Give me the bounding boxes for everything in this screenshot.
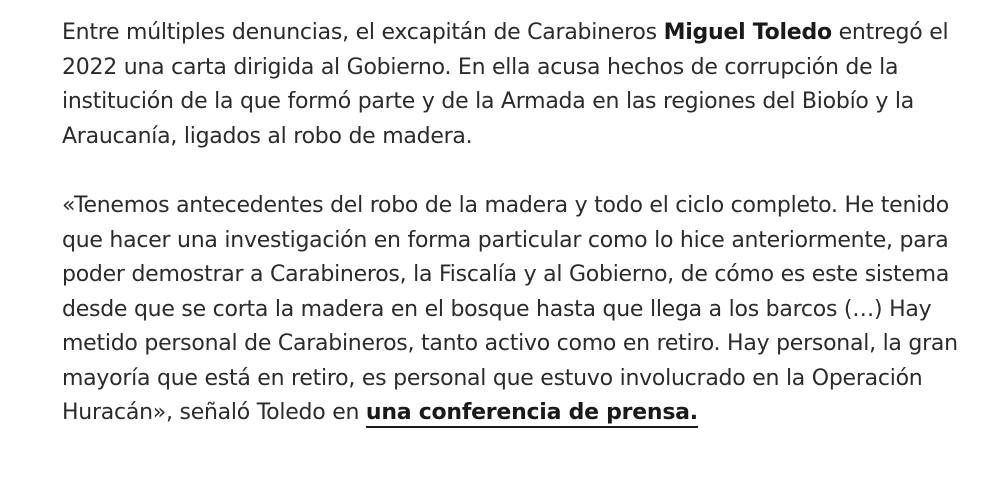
person-name: Miguel Toledo	[663, 20, 832, 45]
press-conference-link[interactable]: una conferencia de prensa.	[366, 400, 698, 428]
article-body	[62, 16, 962, 431]
intro-text-end: entregó el 2022 una carta dirigida al Gobierno. En ella acusa hechos de corrupción de la institución de la que formó parte y de la Armada en las regiones del Biobío y la Araucanía, ligados al robo de madera.	[62, 20, 949, 149]
quote-text: «Tenemos antecedentes del robo de la madera y todo el ciclo completo. He tenido que hacer una investigación en forma particular como lo hice anteriormente, para poder demostrar a Carabineros, la Fiscalía y al Gobierno, de cómo es este sistema desde que se corta la madera en el bosque hasta que llega a los barcos (…) Hay metido personal de Carabineros, tanto activo como en retiro. Hay personal, la gran mayoría que está en retiro, es personal que estuvo involucrado en la Operación Huracán», señaló Toledo en	[62, 193, 958, 425]
paragraph-quote	[62, 189, 962, 431]
paragraph-intro	[62, 16, 962, 154]
intro-text-start: Entre múltiples denuncias, el excapitán de Carabineros	[62, 20, 664, 45]
